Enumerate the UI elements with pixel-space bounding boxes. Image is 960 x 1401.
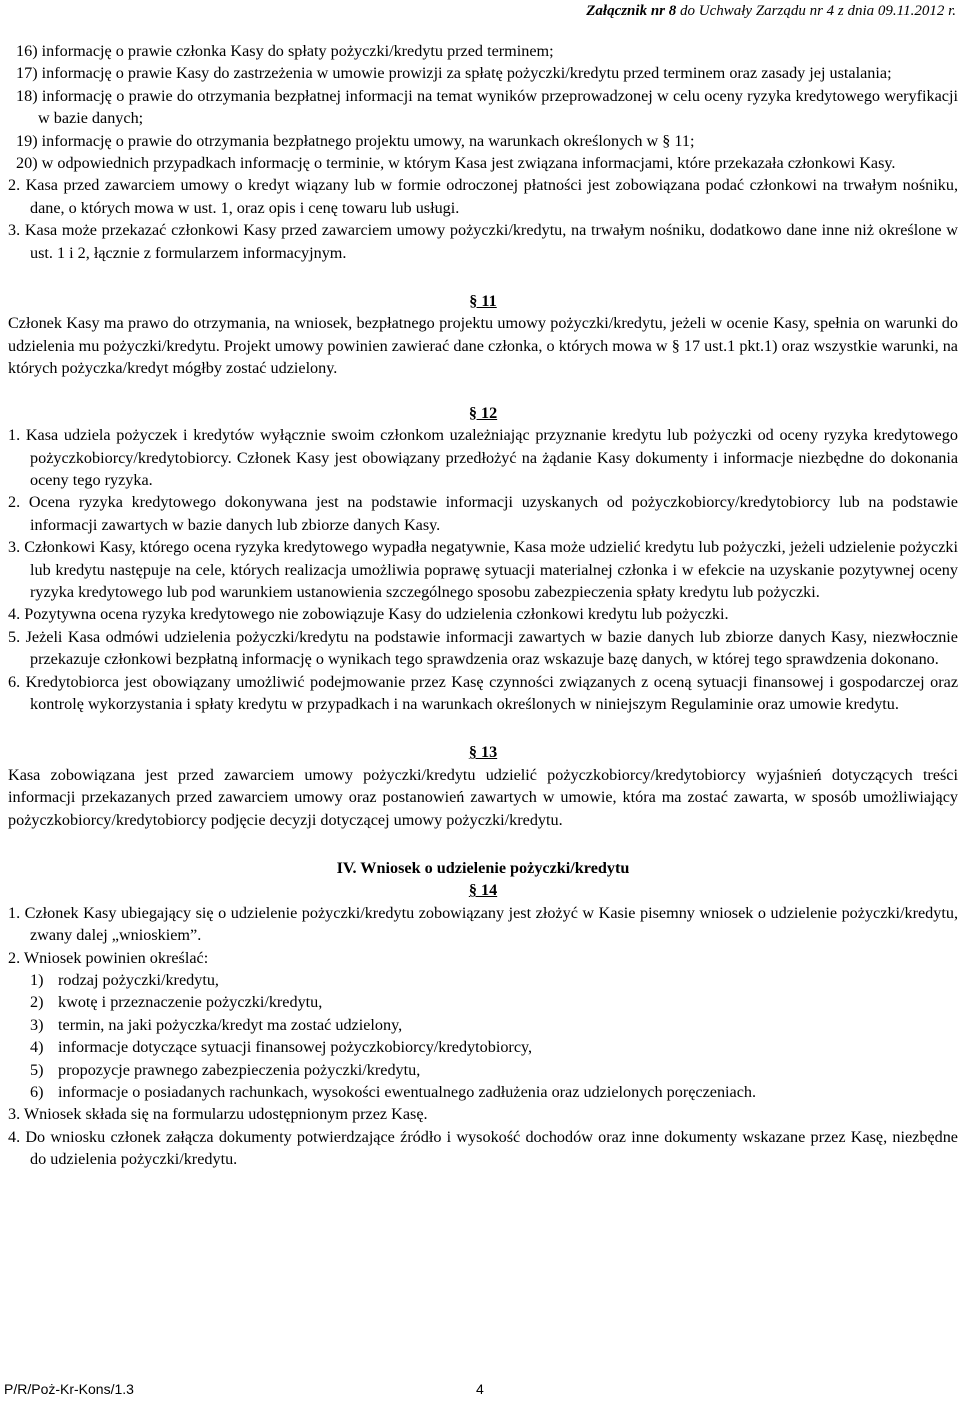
paragraph-point: 5. Jeżeli Kasa odmówi udzielenia pożyczki/kredytu na podstawie informacji zawartych w bazie danych lub zbiorze danych Kasy, niezwłocznie przekazuje członkowi bezpłatną informację o wynikach tego sprawdzenia oraz wskazuje bazę danych, w której tego sprawdzenia dokonano. — [8, 627, 958, 669]
list-item-number: 1) — [30, 971, 44, 990]
header-attachment: Załącznik nr 8 — [586, 3, 677, 19]
paragraph-point: 1. Kasa udziela pożyczek i kredytów wyłącznie swoim członkom uzależniając przyznanie kredytu lub pożyczki od oceny ryzyka kredytowego pożyczkobiorcy/kredytobiorcy. Członek Kasy jest obowiązany przedłożyć na żądanie Kasy dokumenty i informacje niezbędne do dokonania oceny tego ryzyka. — [8, 426, 958, 489]
list-item: 16) informację o prawie członka Kasy do spłaty pożyczki/kredytu przed terminem; — [16, 42, 554, 60]
list-item — [8, 1036, 958, 1058]
list-item-text: kwotę i przeznaczenie pożyczki/kredytu, — [58, 993, 323, 1012]
list-item-number: 2) — [30, 993, 44, 1012]
list-item-text: propozycje prawnego zabezpieczenia pożyczki/kredytu, — [58, 1060, 421, 1079]
list-item: 17) informację o prawie Kasy do zastrzeżenia w umowie prowizji za spłatę pożyczki/kredytu przed terminem oraz zasady jej ustalania; — [16, 64, 892, 83]
list-item — [8, 1081, 958, 1103]
list-item-number: 5) — [30, 1060, 44, 1079]
paragraph-point: 3. Kasa może przekazać członkowi Kasy przed zawarciem umowy pożyczki/kredytu, na trwałym nośniku, dodatkowo dane inne niż określone w ust. 1 i 2, łącznie z formularzem informacyjnym. — [8, 221, 958, 262]
list-item — [8, 991, 958, 1013]
section-title-14: § 14 — [468, 881, 498, 900]
list-item — [8, 1014, 958, 1036]
list-item: 19) informację o prawie do otrzymania bezpłatnego projektu umowy, na warunkach określonych w § 11; — [16, 131, 695, 150]
list-item-text: informacje dotyczące sytuacji finansowej pożyczkobiorcy/kredytobiorcy, — [58, 1038, 533, 1057]
list-item: 18) informację o prawie do otrzymania bezpłatnej informacji na temat wyników przeprowadzonej w celu oceny ryzyka kredytowego weryfikacji w bazie danych; — [16, 86, 958, 128]
paragraph-point: 2. Ocena ryzyka kredytowego dokonywana jest na podstawie informacji uzyskanych od pożyczkobiorcy/kredytobiorcy lub na podstawie informacji zawartych w bazie danych lub zbiorze danych Kasy. — [8, 493, 958, 534]
paragraph-point: 4. Do wniosku członek załącza dokumenty potwierdzające źródło i wysokość dochodów oraz inne dokumenty wskazane przez Kasę, niezbędne do udzielenia pożyczki/kredytu. — [8, 1127, 958, 1169]
document-code: P/R/Poż-Kr-Kons/1.3 — [4, 1381, 134, 1397]
section-13-text: Kasa zobowiązana jest przed zawarciem umowy pożyczki/kredytu udzielić pożyczkobiorcy/kredytobiorcy wyjaśnień dotyczących treści informacji przekazanych przed zawarciem umowy oraz postanowień zawartych w umowie, która ma zostać zawarta, w sposób umożliwiający pożyczkobiorcy/kredytobiorcy podjęcie decyzji dotyczącej umowy pożyczki/kredytu. — [8, 765, 958, 829]
list-item — [8, 1059, 958, 1081]
paragraph-point: 4. Pozytywna ocena ryzyka kredytowego nie zobowiązuje Kasy do udzielenia członkowi kredytu lub pożyczki. — [8, 605, 729, 624]
list-item-text: rodzaj pożyczki/kredytu, — [58, 971, 219, 990]
list-item-number: 3) — [30, 1015, 44, 1034]
list-item-text: informacje o posiadanych rachunkach, wysokości ewentualnego zadłużenia oraz udzielonych poręczeniach. — [58, 1083, 757, 1102]
section-title-12: § 12 — [468, 403, 498, 422]
page-number: 4 — [476, 1381, 484, 1397]
header-resolution: do Uchwały Zarządu nr 4 z dnia 09.11.2012 r. — [676, 3, 956, 19]
paragraph-point: 1. Członek Kasy ubiegający się o udzielenie pożyczki/kredytu zobowiązany jest złożyć w Kasie pisemny wniosek o udzielenie pożyczki/kredytu, zwany dalej „wnioskiem”. — [8, 903, 958, 945]
paragraph-point: 3. Członkowi Kasy, którego ocena ryzyka kredytowego wypadła negatywnie, Kasa może udzielić kredytu lub pożyczki, jeżeli udzielenie pożyczki lub kredytu następuje na cele, których realizacja umożliwia poprawę sytuacji materialnej członka i w efekcie na uzyskanie pozytywnej oceny ryzyka kredytowego lub pod warunkiem ustanowienia szczególnego sposobu zabezpieczenia spłaty kredytu lub pożyczki. — [8, 538, 958, 601]
list-item: 20) w odpowiednich przypadkach informację o terminie, w którym Kasa jest związana informacjami, które przekazała członkowi Kasy. — [16, 154, 896, 173]
list-item-text: termin, na jaki pożyczka/kredyt ma zostać udzielony, — [58, 1015, 403, 1034]
page-footer — [4, 1381, 484, 1397]
section-title-11: § 11 — [469, 292, 497, 311]
page-header — [586, 3, 956, 20]
section-11-text: Członek Kasy ma prawo do otrzymania, na wniosek, bezpłatnego projektu umowy pożyczki/kredytu, jeżeli w ocenie Kasy, spełnia on warunki do udzielenia mu pożyczki/kredytu. Projekt umowy powinien zawierać dane członka, o których mowa w § 17 ust.1 pkt.1) oraz wszystkie warunki, na których pożyczka/kredyt mógłby zostać udzielony. — [8, 314, 958, 378]
document-body — [8, 40, 958, 1171]
paragraph-point: 2. Kasa przed zawarciem umowy o kredyt wiązany lub w formie odroczonej płatności jest zobowiązana podać członkowi na trwałym nośniku, dane, o których mowa w ust. 1, oraz opis i cenę towaru lub usługi. — [8, 176, 958, 217]
paragraph-point: 6. Kredytobiorca jest obowiązany umożliwić podejmowanie przez Kasę czynności związanych z oceną sytuacji finansowej i gospodarczej oraz kontrolę wykorzystania i spłaty kredytu w przypadkach i na warunkach określonych w niniejszym Regulaminie oraz umowie kredytu. — [8, 672, 958, 713]
section-title-13: § 13 — [468, 743, 498, 762]
chapter-title: IV. Wniosek o udzielenie pożyczki/kredytu — [336, 859, 630, 877]
list-item-number: 4) — [30, 1038, 44, 1057]
list-item-number: 6) — [30, 1083, 44, 1102]
list-item — [8, 969, 958, 991]
paragraph-point: 2. Wniosek powinien określać: — [8, 948, 209, 967]
paragraph-point: 3. Wniosek składa się na formularzu udostępnionym przez Kasę. — [8, 1105, 428, 1124]
